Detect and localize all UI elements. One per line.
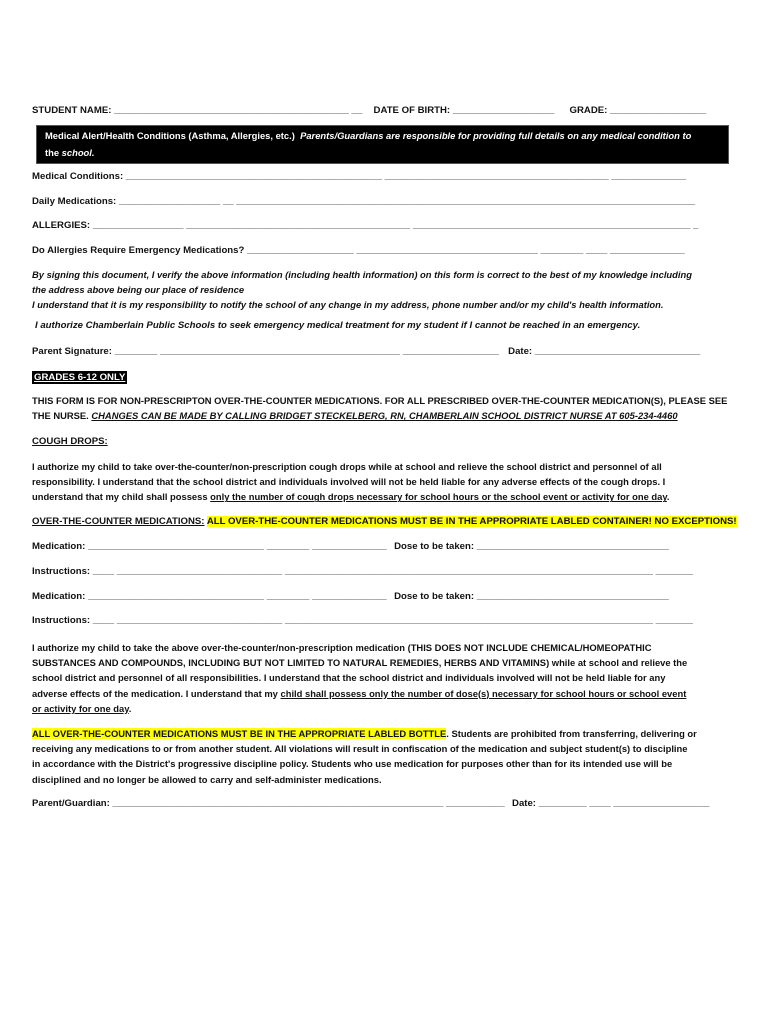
student-info-row [32, 104, 732, 119]
cough-drops-line: I authorize my child to take over-the-counter/non-prescription cough drops while at school and relieve the school district and personnel of all [32, 461, 662, 472]
medication-field[interactable]: Medication: _________________________________ ________ ______________ [32, 591, 387, 602]
consent-line: By signing this document, I verify the above information (including health information) on this form is correct to the best of my knowledge including [32, 269, 692, 280]
medication-row-2 [32, 590, 732, 605]
medication-row-1 [32, 540, 732, 555]
student-name-field[interactable]: ____________________________________________ __ [114, 105, 363, 116]
policy-line: receiving any medications to or from another student. All violations will result in confiscation of the medication and subject student(s) to discipline [32, 743, 688, 755]
otc-meds-header [32, 515, 737, 530]
grade-field[interactable]: __________________ [610, 105, 707, 116]
medical-alert-banner [36, 125, 729, 164]
guardian-signature-date[interactable]: Date: _________ ____ __________________ [512, 798, 710, 809]
emergency-authorization: I authorize Chamberlain Public Schools to seek emergency medical treatment for my student if I cannot be reached in an emergency. [35, 320, 641, 331]
authorization-line: I authorize my child to take the above over-the-counter/non-prescription medication (THIS DOES NOT INCLUDE CHEMICAL/HOMEOPATHIC [32, 642, 652, 653]
authorization-line: school district and personnel of all responsibilities. I understand that the school district and individuals involved will not be held liable for any [32, 672, 666, 684]
bottle-warning: ALL OVER-THE-COUNTER MEDICATIONS MUST BE IN THE APPROPRIATE LABLED BOTTLE [32, 728, 447, 739]
consent-statement [32, 267, 734, 313]
medical-conditions-field[interactable]: Medical Conditions: ________________________________________________ __________________________________________ ______________ [32, 171, 687, 182]
alert-note-end: school. [61, 147, 95, 158]
alert-note: Parents/Guardians are responsible for providing full details on any medical condition to [300, 130, 692, 141]
parent-signature-date[interactable]: Date: _______________________________ [508, 346, 701, 357]
dose-field[interactable]: Dose to be taken: ____________________________________ [394, 541, 669, 552]
otc-notice-line: THE NURSE. [32, 410, 92, 422]
guardian-signature-field[interactable]: Parent/Guardian: ______________________________________________________________ ___________ [32, 798, 505, 809]
otc-container-warning: ALL OVER-THE-COUNTER MEDICATIONS MUST BE IN THE APPROPRIATE LABLED CONTAINER! NO EXCEPTIONS! [206, 516, 737, 527]
student-name-label: STUDENT NAME: [32, 105, 112, 116]
dose-field[interactable]: Dose to be taken: ____________________________________ [394, 591, 669, 602]
allergies-field[interactable]: ALLERGIES: _________________ __________________________________________ ____________________________________________________ _ [32, 220, 699, 231]
authorization-line: SUBSTANCES AND COMPOUNDS, INCLUDING BUT NOT LIMITED TO NATURAL REMEDIES, HERBS AND VITAMINS) while at school and relieve the [32, 657, 688, 669]
dob-field[interactable]: ___________________ [452, 105, 555, 116]
cough-drops-heading: COUGH DROPS: [32, 436, 108, 447]
dose-limit-cont: or activity for one day [32, 702, 129, 714]
grades-heading: GRADES 6-12 ONLY [34, 372, 126, 383]
policy-line: in accordance with the District's progressive discipline policy. Students who use medication for purposes other than for its intended use will be [32, 758, 673, 770]
alert-title: Medical Alert/Health Conditions (Asthma, Allergies, etc.) [45, 130, 295, 141]
otc-meds-heading: OVER-THE-COUNTER MEDICATIONS: [32, 516, 205, 527]
authorization-line: adverse effects of the medication. I understand that my [32, 687, 281, 699]
cough-drops-limit: only the number of cough drops necessary for school hours or the school event or activity for one day [210, 491, 667, 503]
nurse-contact: CHANGES CAN BE MADE BY CALLING BRIDGET STECKELBERG, RN, CHAMBERLAIN SCHOOL DISTRICT NURSE AT 605-234-4460 [91, 410, 678, 422]
guardian-signature-row [32, 797, 732, 812]
allergy-emergency-field[interactable]: Do Allergies Require Emergency Medications? ____________________ __________________________________ ________ ____ ______________ [32, 245, 685, 256]
cough-drops-line: understand that my child shall possess [32, 491, 211, 503]
daily-medications-field[interactable]: Daily Medications: ___________________ __ ______________________________________________________________________________________ [32, 196, 696, 207]
otc-notice [32, 393, 734, 423]
alert-note-cont: the [45, 147, 62, 158]
parent-signature-field[interactable]: Parent Signature: ________ _____________________________________________ __________________ [32, 346, 499, 357]
consent-line: the address above being our place of residence [32, 284, 245, 296]
policy-line: . Students are prohibited from transferring, delivering or [446, 728, 697, 739]
otc-notice-line: THIS FORM IS FOR NON-PRESCRIPTON OVER-THE-COUNTER MEDICATIONS. FOR ALL PRESCRIBED OVER-THE-COUNTER MEDICATION(S), PLEASE SEE [32, 395, 728, 406]
cough-drops-text: I authorize my child to take over-the-counter/non-prescription cough drops while at school and relieve the school district and personnel of all responsibility. I understand that the school district and individuals involved will not be held liable for any adverse effects of the cough drops. I understand that my child shall possess only the number of cough drops necessary for school hours or the school event or activity for one day. [32, 459, 734, 505]
grade-label: GRADE: [569, 105, 608, 116]
medication-field[interactable]: Medication: _________________________________ ________ ______________ [32, 541, 387, 552]
dob-label: DATE OF BIRTH: [373, 105, 451, 116]
otc-authorization: I authorize my child to take the above over-the-counter/non-prescription medication (THIS DOES NOT INCLUDE CHEMICAL/HOMEOPATHIC SUBSTANCES AND COMPOUNDS, INCLUDING BUT NOT LIMITED TO NATURAL REMEDIES, HERBS AND VITAMINS) while at school and relieve the school district and personnel of all responsibilities. I understand that the school district and individuals involved will not be held liable for any adverse effects of the medication. I understand that my child shall possess only the number of dose(s) necessary for school hours or school event or activity for one day. [32, 640, 734, 716]
policy-line: disciplined and no longer be allowed to carry and self-administer medications. [32, 773, 382, 785]
bottle-policy [32, 726, 734, 787]
parent-signature-row [32, 345, 732, 360]
consent-line: I understand that it is my responsibility to notify the school of any change in my address, phone number and/or my child's health information. [32, 299, 664, 311]
instructions-field[interactable]: Instructions: ____ _______________________________ _____________________________________________________________________ _______ [32, 615, 694, 626]
instructions-field[interactable]: Instructions: ____ _______________________________ _____________________________________________________________________ _______ [32, 566, 694, 577]
cough-drops-line: responsibility. I understand that the school district and individuals involved will not be held liable for any adverse effects of the cough drops. I [32, 476, 666, 488]
dose-limit: child shall possess only the number of dose(s) necessary for school hours or school event [280, 687, 687, 699]
